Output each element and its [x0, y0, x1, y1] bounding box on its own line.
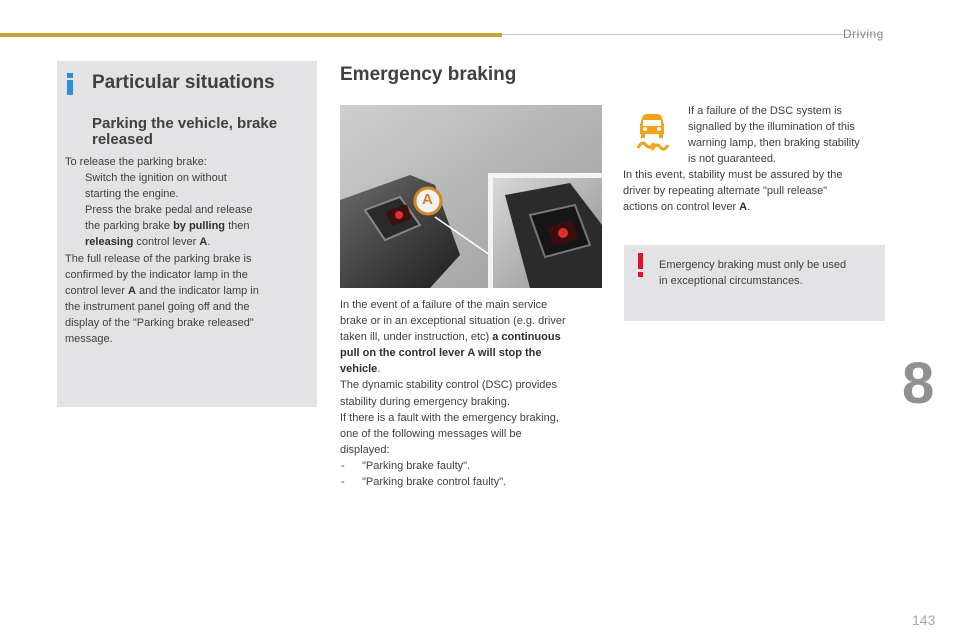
- brake-lever-illustration: [340, 105, 602, 288]
- warning-text: [659, 257, 879, 289]
- para-line: display of the "Parking brake released": [65, 316, 254, 329]
- body-line: one of the following messages will be: [340, 427, 522, 440]
- dsc-line: In this event, stability must be assured by the: [623, 169, 843, 181]
- message-item: - "Parking brake faulty".: [341, 459, 471, 472]
- section-title: Emergency braking: [340, 64, 517, 85]
- info-icon: [66, 73, 74, 95]
- message-item: - "Parking brake control faulty".: [341, 476, 507, 489]
- chapter-number: 8: [902, 351, 935, 416]
- body-line: pull on the control lever A will stop the: [340, 347, 542, 360]
- info-box-body: [65, 154, 313, 347]
- dsc-line: is not guaranteed.: [688, 153, 777, 166]
- para-line: the instrument panel going off and the: [65, 300, 250, 313]
- info-box-subtitle: Parking the vehicle, brake released: [92, 115, 278, 148]
- step-2-cont2: releasing control lever A.: [85, 236, 211, 249]
- dsc-warning-icon: [633, 112, 671, 152]
- dsc-line: signalled by the illumination of this: [688, 121, 855, 134]
- dsc-line: warning lamp, then braking stability: [688, 137, 860, 150]
- step-2: Press the brake pedal and release: [85, 204, 253, 217]
- para-line: confirmed by the indicator lamp in the: [65, 268, 248, 281]
- step-1-cont: starting the engine.: [85, 188, 179, 201]
- page-number: 143: [912, 612, 936, 628]
- intro-line: To release the parking brake:: [65, 156, 207, 168]
- body-line: displayed:: [340, 443, 390, 456]
- body-line: In the event of a failure of the main service: [340, 299, 548, 311]
- dsc-line: actions on control lever A.: [623, 201, 751, 214]
- step-2-cont: the parking brake by pulling then: [85, 220, 250, 233]
- warning-line: in exceptional circumstances.: [659, 275, 803, 288]
- body-line: stability during emergency braking.: [340, 395, 510, 408]
- body-line: The dynamic stability control (DSC) provides: [340, 379, 558, 392]
- dsc-stability-text: [623, 167, 888, 215]
- step-1: Switch the ignition on without: [85, 172, 227, 185]
- section-label: Driving: [843, 27, 884, 41]
- info-box-title: Particular situations: [92, 72, 275, 93]
- para-line: control lever A and the indicator lamp in: [65, 284, 259, 297]
- dsc-warning-text: [688, 103, 888, 167]
- warning-line: Emergency braking must only be used: [659, 259, 847, 271]
- body-line: brake or in an exceptional situation (e.g. driver: [340, 315, 566, 328]
- exclamation-icon: [638, 253, 644, 277]
- emergency-braking-body: [340, 297, 602, 490]
- para-line: The full release of the parking brake is: [65, 252, 252, 265]
- para-line: message.: [65, 333, 113, 346]
- brake-lever-photo: [340, 105, 602, 288]
- lever-callout-label: A: [422, 191, 433, 208]
- body-line: vehicle.: [340, 363, 381, 376]
- header-accent-bar: [0, 33, 502, 37]
- dsc-line: If a failure of the DSC system is: [688, 105, 843, 117]
- dsc-line: driver by repeating alternate "pull release": [623, 185, 828, 198]
- header-rule: [502, 34, 882, 35]
- body-line: taken ill, under instruction, etc) a continuous: [340, 331, 561, 344]
- body-line: If there is a fault with the emergency braking,: [340, 411, 559, 424]
